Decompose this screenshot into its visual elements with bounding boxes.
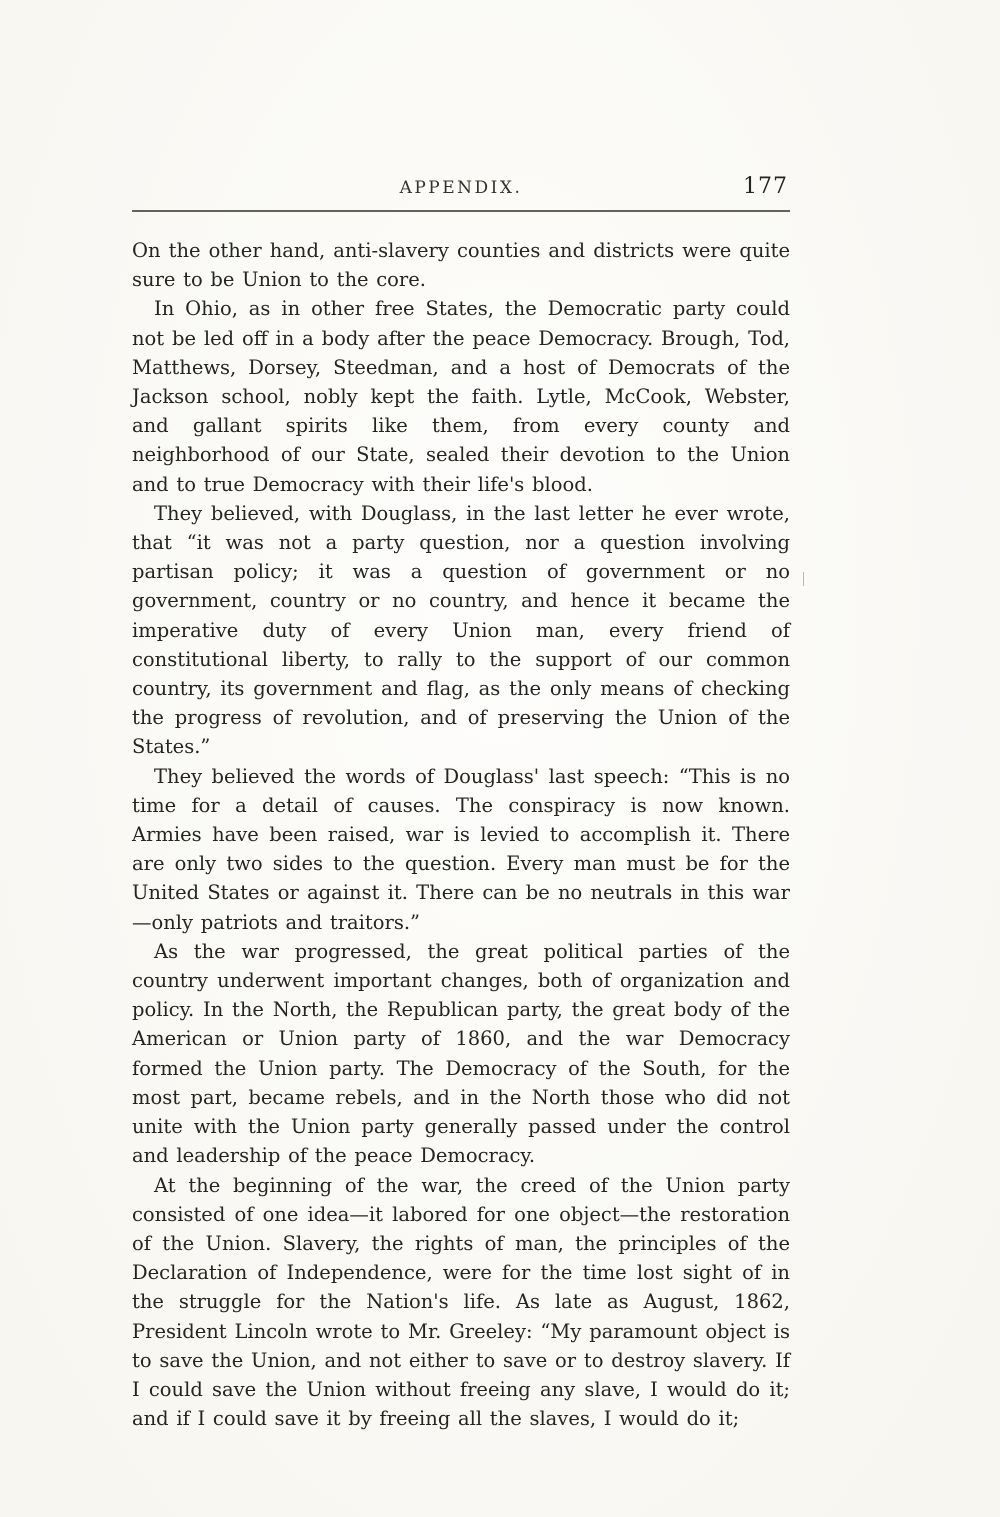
page-header <box>132 176 790 210</box>
paragraph: In Ohio, as in other free States, the Democratic party could not be led off in a body after the peace Democracy. Brough, Tod, Matthews, Dorsey, Steedman, and a host of Democrats of the Jackson school, nobly kept the faith. Lytle, McCook, Webster, and gallant spirits like them, from every county and neighborhood of our State, sealed their devotion to the Union and to true Democracy with their life's blood. <box>132 297 790 496</box>
paragraph: They believed, with Douglass, in the last letter he ever wrote, that “it was not a party question, nor a question involving partisan policy; it was a question of government or no government, country or no country, and hence it became the imperative duty of every Union man, every friend of constitutional liberty, to rally to the support of our common country, its government and flag, as the only means of checking the progress of revolution, and of preserving the Union of the States.” <box>132 501 790 759</box>
page-content <box>132 236 790 1433</box>
paragraph: At the beginning of the war, the creed of the Union party consisted of one idea—it labored for one object—the restoration of the Union. Slavery, the rights of man, the principles of the Declaration of Independence, were for the time lost sight of in the struggle for the Nation's life. As late as August, 1862, President Lincoln wrote to Mr. Greeley: “My paramount object is to save the Union, and not either to save or to destroy slavery. If I could save the Union without freeing any slave, I would do it; and if I could save it by freeing all the slaves, I would do it; <box>132 1173 790 1431</box>
scan-artifact <box>803 572 804 586</box>
paragraph: On the other hand, anti-slavery counties and districts were quite sure to be Union to the core. <box>132 239 790 292</box>
page-number: 177 <box>743 174 788 199</box>
running-head: APPENDIX. <box>399 178 523 198</box>
paragraph: As the war progressed, the great political parties of the country underwent important changes, both of organization and policy. In the North, the Republican party, the great body of the American or Union party of 1860, and the war Democracy formed the Union party. The Democracy of the South, for the most part, became rebels, and in the North those who did not unite with the Union party generally passed under the control and leadership of the peace Democracy. <box>132 939 790 1168</box>
header-divider <box>132 210 790 212</box>
paragraph: They believed the words of Douglass' last speech: “This is no time for a detail of causes. The conspiracy is now known. Armies have been raised, war is levied to accomplish it. There are only two sides to the question. Every man must be for the United States or against it. There can be no neutrals in this war—only patriots and traitors.” <box>132 764 790 934</box>
